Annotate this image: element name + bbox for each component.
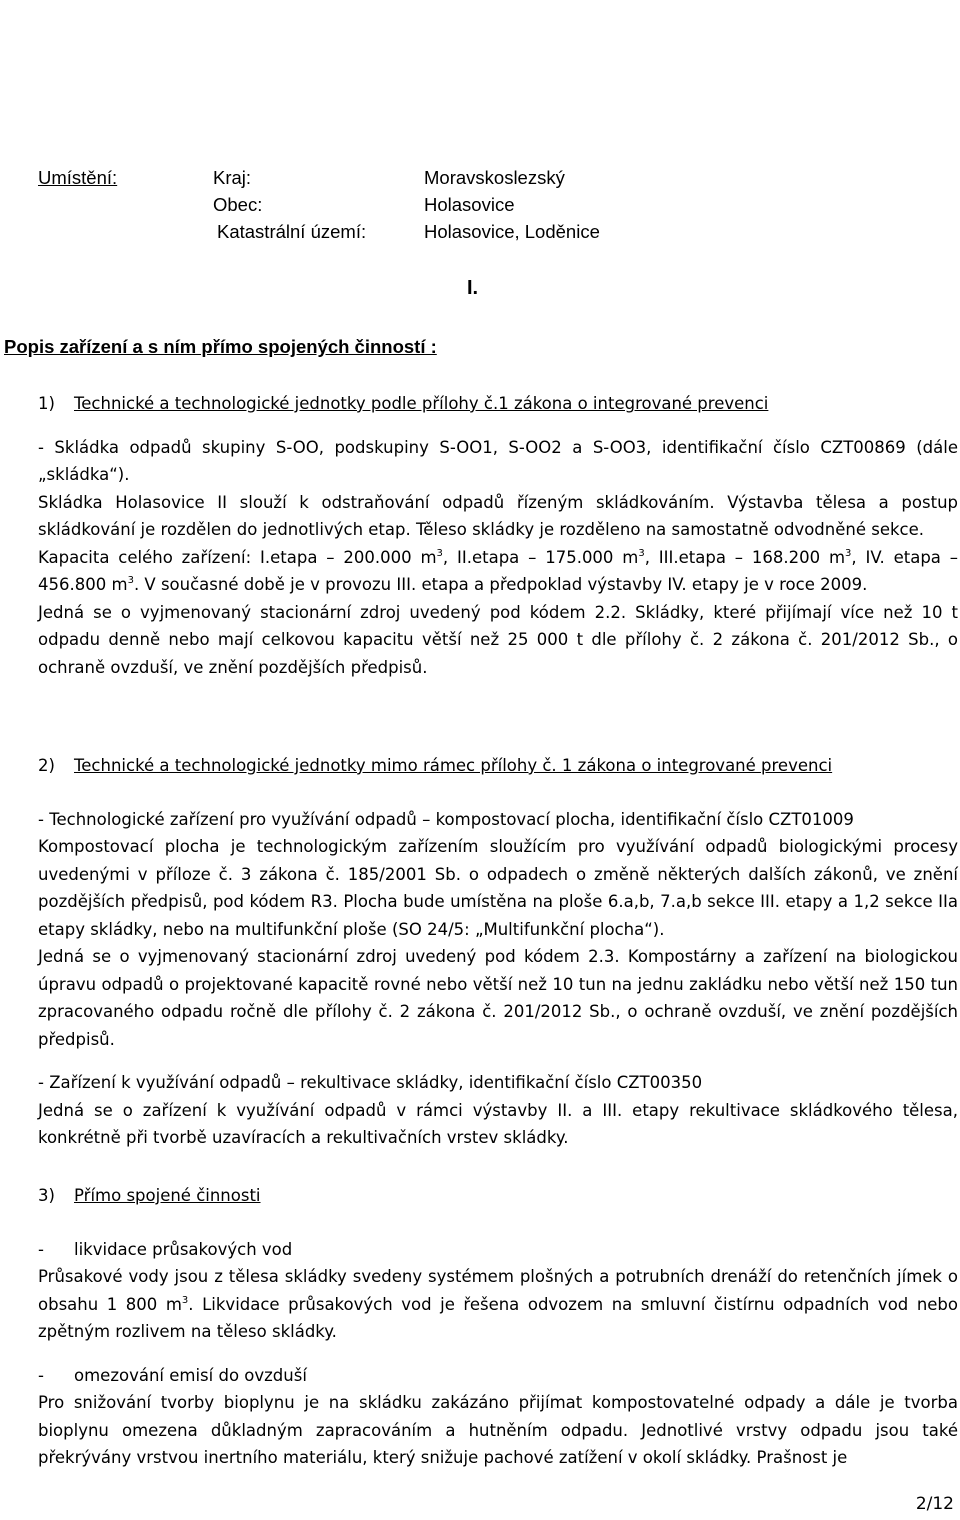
subsection-2-title: Technické a technologické jednotky mimo rámec přílohy č. 1 zákona o integrované prevenci: [74, 756, 833, 775]
subsection-2-composting-emission-source: Jedná se o vyjmenovaný stacionární zdroj uvedený pod kódem 2.3. Kompostárny a zařízení na biologickou úpravu odpadů o projektované kapacitě rovné nebo větší než 10 tun na jednu zakládku nebo větší než 150 tun zpracovaného odpadu ročně dle přílohy č. 2 zákona č. 201/2012 Sb., o ochraně ovzduší, ve znění pozdějších předpisů.: [38, 947, 958, 1049]
location-value-region: Moravskoslezský: [424, 167, 565, 188]
subsection-1-description: Skládka Holasovice II slouží k odstraňování odpadů řízeným skládkováním. Výstavba tělesa a postup skládkování je rozdělen do jednotlivých etap. Těleso skládky je rozděleno na samostatně odvodněné sekce.: [38, 492, 958, 539]
section-number: I.: [467, 277, 479, 299]
location-value-municipality: Holasovice: [424, 194, 515, 215]
header-line-1: ELIO Slezsko a.s. – Řízená skládka odpadů Holasovice II: [256, 6, 704, 26]
subsection-3-item-1-text: Průsakové vody jsou z tělesa skládky svedeny systémem plošných a potrubních drenáží do retenčních jímek o obsahu 1 800 $m^3$. Likvidace průsakových vod je řešena odvozem na smluvní čistírnu odpadních vod nebo zpětným rozlivem na těleso skládky.: [38, 1267, 958, 1341]
subsection-3-item-2-text: Pro snižování tvorby bioplynu je na skládku zakázáno přijímat kompostovatelné odpady a dále je tvorba bioplynu omezena důkladným zapracováním a hutněním odpadu. Jednotlivé vrstvy odpadu jsou také překrývány vrstvou inertního materiálu, který snižuje pachové zatížení v okolí skládky. Prašnost je: [38, 1393, 958, 1467]
subsection-2-item-1: - Technologické zařízení pro využívání odpadů – kompostovací plocha, identifikační číslo CZT01009: [38, 809, 854, 829]
subsection-3-number: 3): [38, 1186, 55, 1205]
subsection-2-item-2: - Zařízení k využívání odpadů – rekultivace skládky, identifikační číslo CZT00350: [38, 1073, 703, 1092]
subsection-1-title: Technické a technologické jednotky podle přílohy č.1 zákona o integrované prevenci: [74, 394, 769, 413]
subsection-3-item-2-heading: - omezování emisí do ovzduší: [38, 1365, 307, 1385]
subsection-2-heading: [38, 752, 958, 780]
subsection-3: [38, 1182, 958, 1472]
subsection-1: [38, 390, 958, 681]
subsection-3-heading: [38, 1182, 958, 1210]
location-label: Umístění:: [38, 167, 118, 188]
subsection-2-number: 2): [38, 756, 55, 775]
subsection-1-item: - Skládka odpadů skupiny S-OO, podskupiny S-OO1, S-OO2 a S-OO3, identifikační číslo CZT00869 (dále „skládka“).: [38, 437, 958, 484]
page-number: 2/12: [915, 1494, 954, 1514]
header-line-2: Integrované povolení čj. ŽPZ/4581/03/Kl ze dne 19. 11. 2003, ve znění pozdějších změn: [138, 33, 822, 53]
subsection-2: [38, 752, 958, 1152]
subsection-1-number: 1): [38, 394, 55, 413]
location-key-cadastral: Katastrální území:: [217, 221, 367, 242]
subsection-3-title: Přímo spojené činnosti: [74, 1186, 261, 1205]
subsection-1-heading: [38, 390, 958, 418]
location-value-cadastral: Holasovice, Loděnice: [424, 221, 600, 242]
subsection-2-recultivation-description: Jedná se o zařízení k využívání odpadů v rámci výstavby II. a III. etapy rekultivace skládkového tělesa, konkrétně při tvorbě uzavíracích a rekultivačních vrstev skládky.: [38, 1100, 958, 1147]
subsection-3-item-1-heading: - likvidace průsakových vod: [38, 1239, 293, 1259]
subsection-1-capacity: Kapacita celého zařízení: I.etapa – 200.000 $m^3$, II.etapa – 175.000 $m^3$, III.etapa – 168.200 $m^3$, IV. etapa – 456.800 $m^3$. V současné době je v provozu III. etapa a předpoklad výstavby IV. etapy je v roce 2009.: [38, 547, 958, 594]
subsection-1-emission-source: Jedná se o vyjmenovaný stacionární zdroj uvedený pod kódem 2.2. Skládky, které přijímají více než 10 t odpadu denně nebo mají celkovou kapacitu větší než 25 000 t dle přílohy č. 2 zákona č. 201/2012 Sb., o ochraně ovzduší, ve znění pozdějších předpisů.: [38, 602, 958, 677]
section-title: Popis zařízení a s ním přímo spojených činností :: [4, 336, 437, 357]
location-key-region: Kraj:: [213, 167, 252, 188]
location-key-municipality: Obec:: [213, 194, 263, 215]
subsection-2-composting-description: Kompostovací plocha je technologickým zařízením sloužícím pro využívání odpadů biologickými procesy uvedenými v příloze č. 3 zákona č. 185/2001 Sb. o odpadech o změně některých dalších zákonů, ve znění pozdějších předpisů, pod kódem R3. Plocha bude umístěna na ploše 6.a,b, 7.a,b sekce III. etapy a 1,2 sekce IIa etapy skládky, nebo na multifunkční ploše (SO 24/5: „Multifunkční plocha“).: [38, 837, 958, 939]
